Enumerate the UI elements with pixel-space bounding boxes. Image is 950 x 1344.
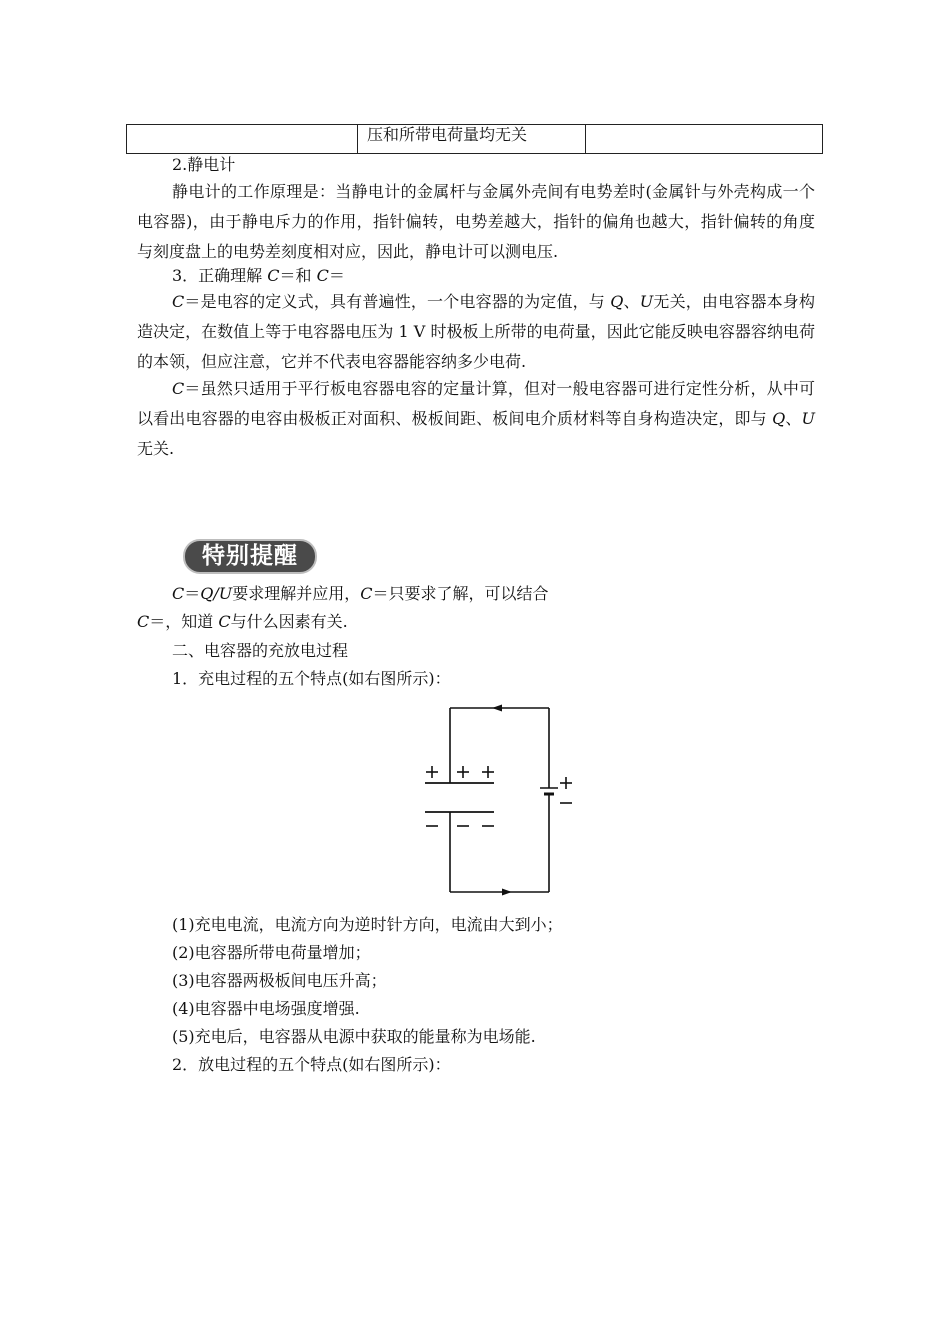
heading-charge-discharge: 二、电容器的充放电过程 <box>172 641 349 660</box>
reminder-line-2: C＝，知道 C与什么因素有关. <box>137 612 348 631</box>
list-item: (5)充电后，电容器从电源中获取的能量称为电场能. <box>172 1027 536 1046</box>
subheading-charging: 1．充电过程的五个特点(如右图所示)： <box>172 669 451 688</box>
heading-electroscope: 2.静电计 <box>172 155 236 174</box>
paragraph-determination: C＝虽然只适用于平行板电容器电容的定量计算，但对一般电容器可进行定性分析，从中可以看出电容器的电容由极板正对面积、极板间距、板间电介质材料等自身构造决定，即与 Q、U无关. <box>137 379 815 458</box>
current-arrow-top-icon <box>492 705 502 712</box>
table-cell-right <box>586 125 822 153</box>
paragraph-definition: C＝是电容的定义式，具有普遍性，一个电容器的为定值，与 Q、U无关，由电容器本身构造决定，在数值上等于电容器电压为 1 V 时极板上所带的电荷量，因此它能反映电容器容纳电荷的本领，但应注意，它并不代表电容器能容纳多少电荷. <box>137 292 815 371</box>
list-item: (2)电容器所带电荷量增加； <box>172 943 371 962</box>
list-item: (1)充电电流，电流方向为逆时针方向，电流由大到小； <box>172 915 563 934</box>
plus-charges <box>426 766 494 778</box>
table-cell-left <box>127 125 358 153</box>
badge-label: 特别提醒 <box>202 543 298 569</box>
heading-understanding: 3．正确理解 C＝和 C＝ <box>172 266 345 285</box>
list-item: (3)电容器两极板间电压升高； <box>172 971 387 990</box>
reminder-line-1: C＝Q/U要求理解并应用，C＝只要求了解，可以结合 <box>172 584 549 603</box>
charging-circuit-diagram <box>420 700 580 900</box>
list-item: (4)电容器中电场强度增强. <box>172 999 360 1018</box>
current-arrow-bottom-icon <box>502 889 512 896</box>
subheading-discharging: 2．放电过程的五个特点(如右图所示)： <box>172 1055 451 1074</box>
battery-polarity-signs <box>560 777 572 803</box>
special-reminder-badge <box>182 537 318 575</box>
table-cell-middle: 压和所带电荷量均无关 <box>358 125 586 153</box>
paragraph-electroscope: 静电计的工作原理是：当静电计的金属杆与金属外壳间有电势差时(金属针与外壳构成一个电容器)，由于静电斥力的作用，指针偏转，电势差越大，指针的偏角也越大，指针偏转的角度与刻度盘上的电势差刻度相对应，因此，静电计可以测电压. <box>137 182 815 261</box>
table-fragment <box>126 124 823 154</box>
